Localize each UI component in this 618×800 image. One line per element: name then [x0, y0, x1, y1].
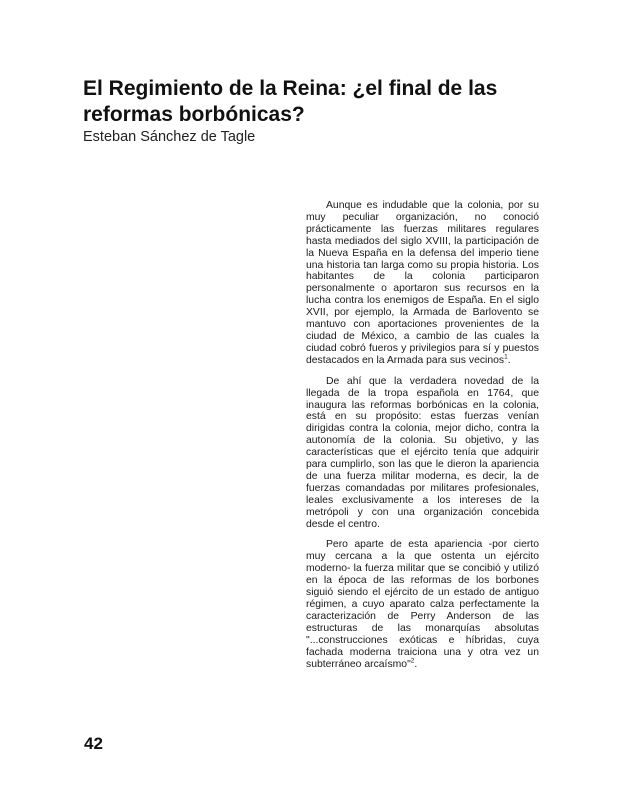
paragraph-2	[306, 376, 539, 531]
article-author: Esteban Sánchez de Tagle	[83, 129, 256, 145]
paragraph-1	[306, 200, 539, 367]
article-body	[306, 200, 539, 679]
article-title	[83, 76, 553, 128]
paragraph-3	[306, 539, 539, 670]
paragraph-1-end: .	[507, 354, 511, 366]
footnote-ref-1: 1	[504, 353, 508, 361]
article-title-line-1: El Regimiento de la Reina: ¿el final de las	[83, 77, 498, 100]
footnote-ref-2: 2	[410, 657, 415, 665]
page-number: 42	[84, 734, 103, 753]
paragraph-3-text: Pero aparte de esta apariencia -por cierto muy cercana a la que ostenta un ejército moderno- la fuerza militar que se concibió y utilizó en la época de las reformas de los borbones siguió siendo el ejército de un estado de antiguo régimen, a cuyo aparato calza perfectamente la caracterización de Perry Anderson de las estructuras de las monarquías absolutas "...construcciones exóticas e híbridas, cuya fachada moderna traiciona una y otra vez un subterráneo arcaísmo"	[306, 539, 539, 670]
paragraph-1-text: Aunque es indudable que la colonia, por su muy peculiar organización, no conoció prácticamente las fuerzas militares regulares hasta mediados del siglo XVIII, la participación de la Nueva España en la defensa del imperio tiene una historia tan larga como su propia historia. Los habitantes de la colonia participaron personalmente o aportaron sus recursos en la lucha contra los enemigos de España. En el siglo XVII, por ejemplo, la Armada de Barlovento se mantuvo con aportaciones provenientes de la ciudad de México, a cambio de las cuales la ciudad cobró fueros y privilegios para sí y puestos destacados en la Armada para sus vecinos	[306, 200, 539, 366]
paragraph-2-text: De ahí que la verdadera novedad de la llegada de la tropa española en 1764, que inaugura las reformas borbónicas en la colonia, está en su propósito: estas fuerzas venían dirigidas contra la colonia, mejor dicho, contra la autonomía de la colonia. Su objetivo, y las características que el ejército tenía que adquirir para cumplirlo, son las que le dieron la apariencia de una fuerza militar moderna, es decir, la de fuerzas comandadas por militares profesionales, leales exclusivamente a los intereses de la metrópoli y con una organización concebida desde el centro.	[306, 375, 539, 530]
paragraph-3-end: .	[414, 658, 418, 670]
article-title-line-2: reformas borbónicas?	[83, 103, 305, 126]
